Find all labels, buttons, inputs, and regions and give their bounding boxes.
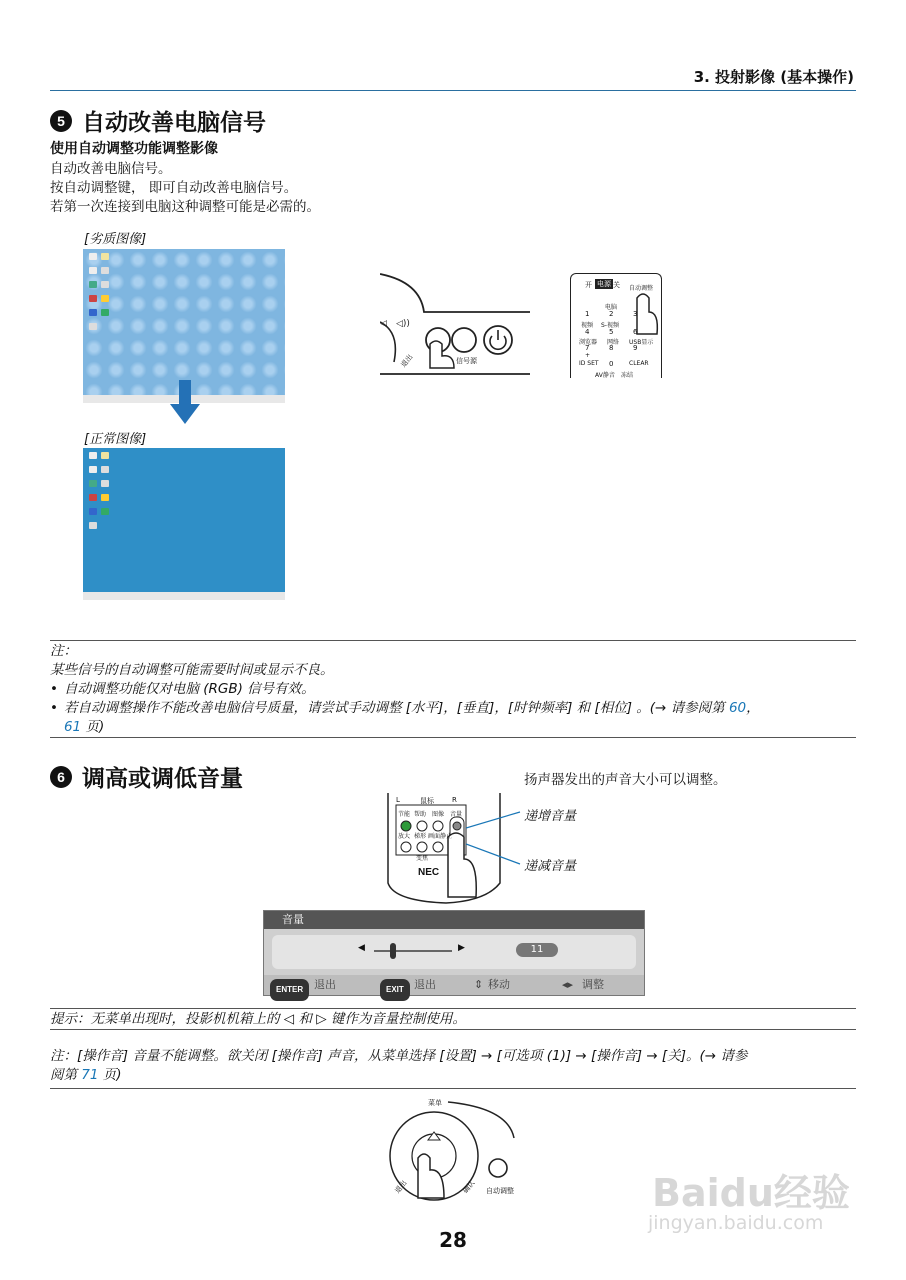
note1-title: 注：: [50, 643, 77, 659]
exit-key-icon: EXIT: [380, 979, 410, 1001]
remote-auto-label: 自动调整: [629, 285, 654, 292]
volume-osd: [263, 910, 645, 996]
tip-bottom-rule: [50, 1029, 856, 1030]
updown-icon: ⇕: [474, 978, 484, 991]
slider-left-icon: ◀: [358, 943, 365, 953]
remote-power-label: 电源: [597, 280, 611, 288]
remote-plus-label: +: [585, 352, 591, 359]
remote-video-label: 视频: [581, 322, 594, 329]
tip-text: 提示：无菜单出现时，投影机机箱上的 ◁ 和 ▷ 键作为音量控制使用。: [50, 1011, 466, 1027]
down-arrow-icon: [170, 380, 200, 426]
projector-panel: [380, 272, 530, 376]
remote-av-label: AV静音: [595, 372, 615, 379]
panel-exit-label: 退出: [399, 353, 415, 369]
note2-end: 页): [98, 1067, 122, 1083]
hand-pointer-icon: [629, 290, 659, 336]
panel-exit-label: 退出: [393, 1179, 409, 1195]
taskbar: [83, 592, 285, 600]
note1-line: 某些信号的自动调整可能需要时间或显示不良。: [50, 662, 334, 678]
remote-key-4: 4: [585, 328, 590, 336]
nec-logo: NEC: [418, 867, 440, 878]
remote-network-label: 网络: [607, 339, 620, 346]
remote-key-3: 3: [633, 310, 638, 318]
note1-separator: ，: [746, 700, 760, 716]
section5-number: 5: [50, 110, 72, 132]
remote-mouse-label: 鼠标: [420, 797, 434, 805]
page-link-71[interactable]: 71: [81, 1067, 99, 1083]
panel-menu-label: 菜单: [428, 1099, 442, 1107]
section6-number: 6: [50, 766, 72, 788]
remote-on-label: 开: [585, 281, 592, 289]
baidu-watermark: Baidu经验: [652, 1171, 850, 1215]
volume-value: 11: [516, 943, 558, 957]
svg-text:◁: ◁: [380, 319, 387, 329]
note2-bottom-rule: [50, 1088, 856, 1089]
slider-right-icon: ▶: [458, 943, 465, 953]
panel-auto-label: 自动调整: [486, 1187, 514, 1195]
label-volume-up: 递增音量: [524, 809, 577, 824]
remote-viewer-label: 浏览器: [579, 339, 598, 346]
slider-thumb[interactable]: [390, 943, 396, 959]
remote-key-5: 5: [609, 328, 614, 336]
good-image: [83, 448, 285, 600]
remote-key-9: 9: [633, 344, 638, 352]
remote-key-2: 2: [609, 310, 614, 318]
remote-control: [570, 273, 662, 378]
label-volume-down: 递减音量: [524, 859, 577, 874]
remote-key-8: 8: [609, 344, 614, 352]
note2-line: 注：[操作音] 音量不能调整。欲关闭 [操作音] 声音，从菜单选择 [设置] → [可选项 (1)] → [操作音] → [关]。(→ 请参: [50, 1048, 748, 1064]
callout-lines: [466, 810, 522, 870]
chapter-header: 3. 投射影像 (基本操作): [693, 68, 854, 86]
note1-bottom-rule: [50, 737, 856, 738]
svg-text:◁)): ◁)): [396, 319, 410, 329]
tip-top-rule: [50, 1008, 856, 1009]
remote-key-6: 6: [633, 328, 638, 336]
section5-body: [50, 160, 320, 217]
section6-heading: [50, 760, 243, 793]
remote-l-label: L: [396, 796, 400, 804]
note2-text: 阅第: [50, 1067, 82, 1083]
osd-slider-area: [272, 935, 636, 969]
remote-clear-key: CLEAR: [629, 360, 649, 367]
section5-heading: [50, 104, 266, 137]
note2-line: [50, 1066, 856, 1085]
osd-adjust-text: 调整: [582, 978, 604, 991]
note1-bullet2-end: 页): [81, 719, 105, 735]
note1-bullet: • 若自动调整操作不能改善电脑信号质量，请尝试手动调整 [水平]，[垂直]，[时钟频率] 和 [相位] 。(→ 请参阅第 60， 61 页): [50, 700, 760, 735]
page-link-61[interactable]: 61: [63, 719, 82, 735]
enter-key-icon: ENTER: [270, 979, 309, 1001]
remote-computer-label: 电脑: [605, 304, 618, 311]
remote-key-1: 1: [585, 310, 590, 318]
osd-move-text: 移动: [488, 978, 510, 991]
caption-poor-image: [劣质图像]: [84, 232, 147, 247]
header-rule: [50, 90, 856, 91]
section5-subtitle: 使用自动调整功能调整影像: [50, 141, 218, 157]
remote-keystone-label: 梯形: [414, 833, 427, 840]
section6-desc: 扬声器发出的声音大小可以调整。: [524, 772, 727, 788]
panel-source-label: 信号源: [456, 357, 477, 365]
note2: [50, 1047, 856, 1085]
remote-idset-key: ID SET: [579, 360, 599, 367]
remote-off-label: 关: [613, 281, 620, 289]
remote-help-label: 帮助: [414, 811, 427, 818]
remote-freeze-label: 画面静止: [428, 833, 453, 840]
remote-zoom-label: 放大: [398, 833, 411, 840]
note1: [50, 642, 856, 737]
section5-line: 若第一次连接到电脑这种调整可能是必需的。: [50, 199, 320, 215]
remote-svideo-label: S-视频: [601, 322, 619, 329]
leftright-icon: ◂▸: [562, 978, 574, 991]
watermark-url: jingyan.baidu.com: [648, 1212, 824, 1234]
remote-r-label: R: [452, 796, 457, 804]
note1-bullet2-text: 若自动调整操作不能改善电脑信号质量，请尝试手动调整 [水平]，[垂直]，[时钟频率] 和 [相位] 。(→ 请参阅第: [63, 700, 729, 716]
note1-bullet: • 自动调整功能仅对电脑 (RGB) 信号有效。: [50, 681, 315, 697]
slider-track[interactable]: [374, 950, 452, 952]
remote-volume-label: 音量: [450, 811, 463, 818]
osd-exit-text: 退出: [414, 978, 436, 991]
remote-usb-label: USB显示: [629, 339, 654, 346]
section5-line: 自动改善电脑信号。: [50, 161, 172, 177]
section5-title: 自动改善电脑信号: [82, 110, 266, 136]
page-link-60[interactable]: 60: [728, 700, 747, 716]
remote-key-0: 0: [609, 360, 614, 368]
note1-bullet-text: [64, 699, 760, 737]
osd-footer: [264, 975, 644, 995]
bottom-control-panel: [388, 1098, 518, 1202]
note1-bullet-text: 自动调整功能仅对电脑 (RGB) 信号有效。: [63, 681, 315, 697]
section6-title: 调高或调低音量: [82, 766, 243, 792]
osd-title: 音量: [264, 911, 644, 929]
note1-top-rule: [50, 640, 856, 641]
page-number: 28: [439, 1228, 467, 1252]
caption-good-image: [正常图像]: [84, 432, 147, 447]
section5-line: 按自动调整键， 即可自动改善电脑信号。: [50, 180, 298, 196]
remote-picture-label: 图像: [432, 811, 445, 818]
osd-enter-text: 退出: [314, 978, 336, 991]
panel-enter-label: 确认: [461, 1179, 477, 1195]
remote-key-7: 7: [585, 344, 590, 352]
remote-eco-label: 节能: [398, 811, 411, 818]
remote-aspect-label: 变焦: [416, 855, 429, 862]
remote-freeze-label: 冻结: [621, 372, 634, 379]
